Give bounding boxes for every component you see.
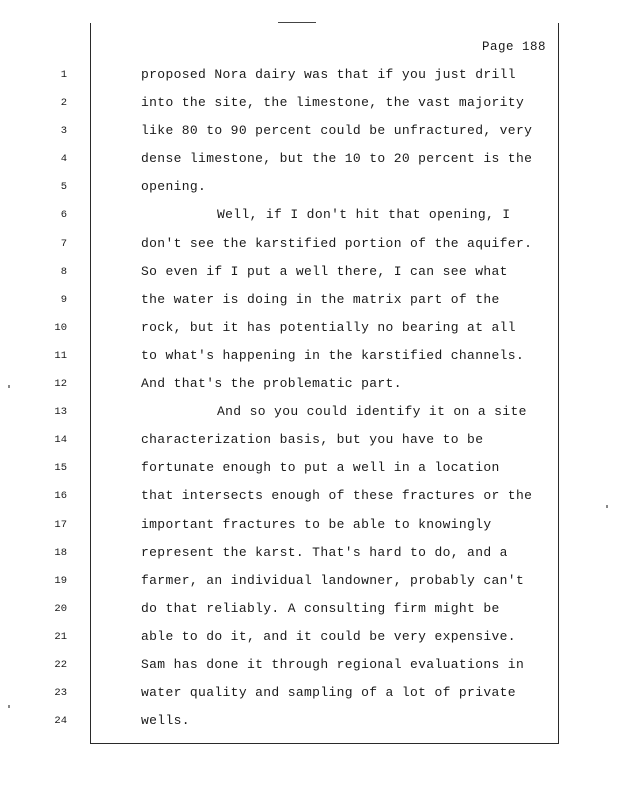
line-text: Sam has done it through regional evaluations in (141, 656, 525, 672)
transcript-line (54, 651, 558, 679)
line-text: rock, but it has potentially no bearing at all (141, 319, 516, 335)
scan-mark (8, 705, 10, 708)
line-text: And so you could identify it on a site (217, 404, 527, 420)
line-number: 3 (60, 125, 67, 138)
transcript-line (54, 623, 558, 651)
transcript-line (60, 89, 558, 117)
line-text: represent the karst. That's hard to do, and a (141, 544, 508, 560)
transcript-line (54, 511, 558, 539)
line-text: wells. (141, 713, 190, 729)
line-text: dense limestone, but the 10 to 20 percent is the (141, 151, 533, 167)
line-number: 20 (54, 602, 67, 615)
line-number: 6 (60, 209, 67, 222)
transcript-line (60, 286, 558, 314)
line-number: 15 (54, 462, 67, 475)
transcript-line (54, 567, 558, 595)
transcript-line (60, 145, 558, 173)
scan-mark (606, 505, 608, 508)
line-number: 10 (54, 321, 67, 334)
line-number: 22 (54, 658, 67, 671)
transcript-line (60, 201, 558, 229)
scan-mark (8, 385, 10, 388)
line-number: 9 (60, 293, 67, 306)
transcript-page-frame (54, 23, 559, 744)
line-number: 14 (54, 434, 67, 447)
line-number: 12 (54, 378, 67, 391)
line-number: 18 (54, 546, 67, 559)
line-number: 4 (60, 153, 67, 166)
transcript-line (60, 61, 558, 89)
line-number: 23 (54, 687, 67, 700)
line-text: able to do it, and it could be very expensive. (141, 628, 516, 644)
line-text: Well, if I don't hit that opening, I (217, 207, 511, 223)
transcript-line (54, 679, 558, 707)
line-number: 17 (54, 518, 67, 531)
line-text: fortunate enough to put a well in a location (141, 460, 500, 476)
transcript-lines (54, 61, 558, 735)
transcript-line (54, 482, 558, 510)
line-text: to what's happening in the karstified channels. (141, 347, 525, 363)
line-text: So even if I put a well there, I can see what (141, 263, 508, 279)
line-number: 24 (54, 715, 67, 728)
line-number: 8 (60, 265, 67, 278)
line-text: And that's the problematic part. (141, 376, 402, 392)
line-text: proposed Nora dairy was that if you just drill (141, 67, 516, 82)
line-text: do that reliably. A consulting firm might be (141, 600, 500, 616)
transcript-line (54, 398, 558, 426)
transcript-line (54, 314, 558, 342)
line-number: 1 (60, 69, 67, 81)
transcript-line (60, 230, 558, 258)
line-number: 2 (60, 97, 67, 110)
transcript-line (54, 342, 558, 370)
transcript-line (54, 370, 558, 398)
line-text: into the site, the limestone, the vast majority (141, 95, 525, 111)
line-text: opening. (141, 179, 207, 195)
line-text: important fractures to be able to knowingly (141, 516, 492, 532)
line-text: the water is doing in the matrix part of the (141, 291, 500, 307)
line-number: 19 (54, 574, 67, 587)
line-number: 21 (54, 630, 67, 643)
page-number: Page 188 (481, 40, 546, 54)
transcript-line (54, 539, 558, 567)
line-number: 11 (54, 349, 67, 362)
transcript-line (54, 454, 558, 482)
line-number: 5 (60, 181, 67, 194)
transcript-line (54, 426, 558, 454)
transcript-line (60, 117, 558, 145)
line-text: water quality and sampling of a lot of private (141, 685, 516, 701)
line-text: farmer, an individual landowner, probably can't (141, 572, 525, 588)
line-text: that intersects enough of these fractures or the (141, 488, 533, 504)
line-text: don't see the karstified portion of the aquifer. (141, 235, 533, 251)
transcript-line (60, 258, 558, 286)
line-text: like 80 to 90 percent could be unfractured, very (141, 123, 533, 139)
line-text: characterization basis, but you have to be (141, 432, 484, 448)
transcript-line (54, 595, 558, 623)
line-number: 7 (60, 237, 67, 250)
transcript-line (60, 173, 558, 201)
transcript-line (54, 707, 558, 735)
line-number: 16 (54, 490, 67, 503)
line-number: 13 (54, 406, 67, 419)
